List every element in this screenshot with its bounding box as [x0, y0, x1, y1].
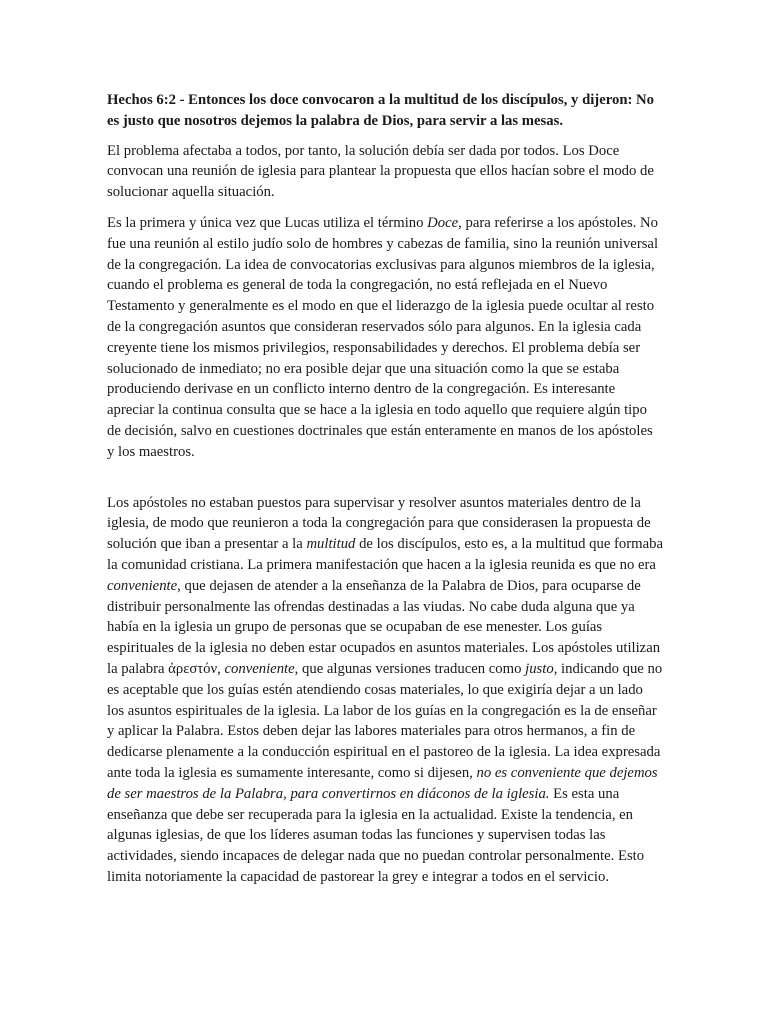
paragraph-3-text-d: ,: [217, 660, 225, 677]
document-page: [107, 90, 663, 898]
term-conveniente-2: conveniente: [224, 660, 295, 677]
greek-word: ἀρεστόν: [168, 660, 218, 677]
term-justo: justo: [525, 660, 554, 677]
paragraph-3-text-e: , que algunas versiones traducen como: [294, 660, 526, 677]
paragraph-3-text-b: de los discípulos, esto es, a la multitud que formaba la comunidad cristiana. La primera manifestación que hacen a la iglesia reunida es que no era: [107, 536, 663, 573]
paragraph-2-text-b: , para referirse a los apóstoles. No fue una reunión al estilo judío solo de hombres y cabezas de familia, sino la reunión universal de la congregación. La idea de convocatorias exclusivas para algunos miembros de la iglesia, cuando el problema es general de toda la congregación, no está reflejada en el Nuevo Testamento y generalmente es el modo en que el liderazgo de la iglesia puede ocultar al resto de la congregación asuntos que consideran reservados sólo para algunos. En la iglesia cada creyente tiene los mismos privilegios, responsabilidades y derechos. El problema debía ser solucionado de inmediato; no era posible dejar que una situación como la que se estaba produciendo derivase en un conflicto interno dentro de la congregación. Es interesante apreciar la continua consulta que se hace a la iglesia en todo aquello que requiere algún tipo de decisión, salvo en cuestiones doctrinales que están enteramente en manos de los apóstoles y los maestros.: [107, 214, 659, 460]
paragraph-2-text-a: Es la primera y única vez que Lucas utiliza el término: [107, 214, 428, 231]
term-multitud: multitud: [306, 536, 356, 553]
italic-quote: no es conveniente que dejemos de ser maestros de la Palabra, para convertirnos en diáconos de la iglesia.: [107, 764, 658, 802]
verse-heading: Hechos 6:2 - Entonces los doce convocaron a la multitud de los discípulos, y dijeron: No es justo que nosotros dejemos la palabra de Dios, para servir a las mesas.: [107, 92, 655, 129]
paragraph-3-text-c: , que dejasen de atender a la enseñanza de la Palabra de Dios, para ocuparse de distribuir personalmente las ofrendas destinadas a las viudas. No cabe duda alguna que ya había en la iglesia un grupo de personas que se ocupaban de ese menester. Los guías espirituales de la iglesia no deben estar ocupados en asuntos materiales. Los apóstoles utilizan la palabra: [107, 577, 661, 677]
paragraph-3-text-g: Es esta una enseñanza que debe ser recuperada para la iglesia en la actualidad. Existe la tendencia, en algunas iglesias, de que los líderes asuman todas las funciones y supervisen todas las actividades, siendo incapaces de delegar nada que no puedan controlar personalmente. Esto limita notoriamente la capacidad de pastorear la grey e integrar a todos en el servicio.: [107, 785, 645, 885]
paragraph-3-text-f: , indicando que no es aceptable que los guías estén atendiendo cosas materiales, lo que exigiría dejar a un lado los asuntos espirituales de la iglesia. La labor de los guías en la congregación es la de enseñar y aplicar la Palabra. Estos deben dejar las labores materiales para otros hermanos, a fin de dedicarse plenamente a la conducción espiritual en el pastoreo de la iglesia. La idea expresada ante toda la iglesia es sumamente interesante, como si dijesen,: [107, 660, 663, 781]
paragraph-3-text-a: Los apóstoles no estaban puestos para supervisar y resolver asuntos materiales dentro de la iglesia, de modo que reunieron a toda la congregación para que considerasen la propuesta de solución que iban a presentar a la: [107, 494, 651, 553]
paragraph-2: [107, 213, 663, 463]
paragraph-1: El problema afectaba a todos, por tanto, la solución debía ser dada por todos. Los Doce convocan una reunión de iglesia para plantear la propuesta que ellos hacían sobre el modo de solucionar aquella situación.: [107, 142, 654, 201]
term-doce: Doce: [427, 214, 459, 231]
term-conveniente-1: conveniente: [107, 577, 178, 594]
paragraph-3: [107, 493, 663, 888]
